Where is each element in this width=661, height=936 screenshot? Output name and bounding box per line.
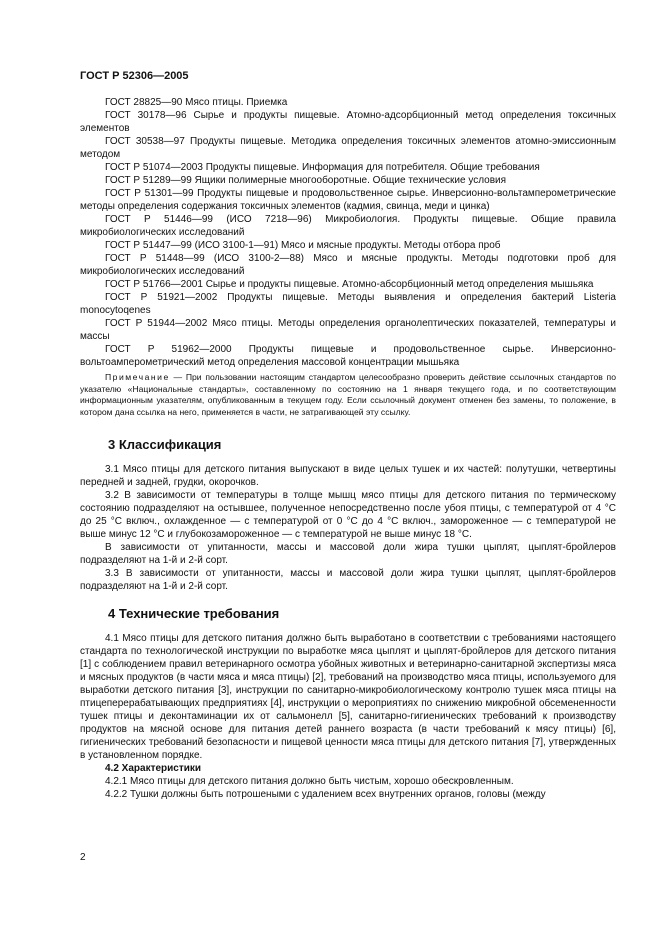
subsection-4-2-heading: 4.2 Характеристики — [105, 763, 202, 774]
reference-item: ГОСТ Р 51448—99 (ИСО 3100-2—88) Мясо и мясные продукты. Методы подготовки проб для микробиологических исследований — [80, 253, 616, 277]
page-content — [80, 96, 616, 801]
page-number: 2 — [80, 852, 86, 863]
document-code-header: ГОСТ Р 52306—2005 — [80, 70, 189, 82]
reference-item: ГОСТ 30538—97 Продукты пищевые. Методика определения токсичных элементов атомно-эмиссионным методом — [80, 136, 616, 160]
reference-item: ГОСТ Р 51921—2002 Продукты пищевые. Методы выявления и определения бактерий Listeria monocytoqenes — [80, 292, 616, 316]
section-3-heading: 3 Классификация — [108, 437, 222, 452]
normative-references-list — [80, 96, 616, 369]
reference-item: ГОСТ Р 51446—99 (ИСО 7218—96) Микробиология. Продукты пищевые. Общие правила микробиологических исследований — [80, 214, 616, 238]
note-text: — При пользовании настоящим стандартом целесообразно проверить действие ссылочных стандартов по указателю «Национальные стандарты», составленному по состоянию на 1 января текущего года, и по соответствующим информационным указателям, опубликованным в текущем году. Если ссылочный документ отменен без замены, то положение, в котором дана ссылка на него, применяется в части, не затрагивающей эту ссылку. — [80, 372, 616, 417]
reference-item: ГОСТ Р 51074—2003 Продукты пищевые. Информация для потребителя. Общие требования — [105, 162, 540, 173]
reference-item: ГОСТ Р 51447—99 (ИСО 3100-1—91) Мясо и мясные продукты. Методы отбора проб — [105, 240, 501, 251]
reference-item: ГОСТ Р 51944—2002 Мясо птицы. Методы определения органолептических показателей, температуры и массы — [80, 318, 616, 342]
paragraph-3-2-grade: В зависимости от упитанности, массы и массовой доли жира тушки цыплят, цыплят-бройлеров подразделяют на 1-й и 2-й сорт. — [80, 542, 616, 566]
paragraph-4-2-2: 4.2.2 Тушки должны быть потрошеными с удалением всех внутренних органов, головы (между — [105, 789, 546, 800]
paragraph-4-1: 4.1 Мясо птицы для детского питания должно быть выработано в соответствии с требованиями настоящего стандарта по технологической инструкции по выработке мяса цыплят и цыплят-бройлеров для детского питания [1] с соблюдением правил ветеринарного осмотра убойных животных и ветеринарно-санитарной экспертизы мяса и мясных продуктов (в части мяса и мяса птицы) [2], требований на производство мяса птицы, используемого для выработки детского питания [3], инструкции по санитарно-микробиологическому контролю тушек мяса птицы на птицеперерабатывающих предприятиях [4], инструкции о мероприятиях по снижению микробной обсемененности тушек птицы и деконтаминации их от сальмонелл [5], санитарно-гигиенических требований к производству продуктов на мясной основе для питания детей раннего возраста (в части требований к мясу птицы) [6], гигиенических требований безопасности и пищевой ценности мяса птицы для детского питания [7], утвержденных в установленном порядке. — [80, 633, 616, 761]
section-4-heading: 4 Технические требования — [108, 606, 280, 621]
note-label: Примечание — [105, 372, 170, 382]
paragraph-4-2-1: 4.2.1 Мясо птицы для детского питания должно быть чистым, хорошо обескровленным. — [105, 776, 514, 787]
reference-item: ГОСТ Р 51301—99 Продукты пищевые и продовольственное сырье. Инверсионно-вольтамперометрические методы определения содержания токсичных элементов (кадмия, свинца, меди и цинка) — [80, 188, 616, 212]
reference-item: ГОСТ 30178—96 Сырье и продукты пищевые. Атомно-адсорбционный метод определения токсичных элементов — [80, 110, 616, 134]
paragraph-3-3: 3.3 В зависимости от упитанности, массы и массовой доли жира тушки цыплят, цыплят-бройлеров подразделяют на 1-й и 2-й сорт. — [80, 568, 616, 592]
reference-note — [80, 372, 616, 418]
paragraph-3-1: 3.1 Мясо птицы для детского питания выпускают в виде целых тушек и их частей: полутушки, четвертины передней и задней, грудки, окорочков. — [80, 464, 616, 488]
reference-item: ГОСТ Р 51766—2001 Сырье и продукты пищевые. Атомно-абсорбционный метод определения мышьяка — [105, 279, 594, 290]
paragraph-3-2: 3.2 В зависимости от температуры в толще мышц мясо птицы для детского питания по термическому состоянию подразделяют на остывшее, полученное непосредственно после убоя птицы, с температурой от 4 °С до 25 °С включ., охлажденное — с температурой от 0 °С до 4 °С включ., замороженное — с температурой не выше минус 12 °С и глубокозамороженное — с температурой не выше минус 18 °С. — [80, 490, 616, 540]
reference-item: ГОСТ Р 51962—2000 Продукты пищевые и продовольственное сырье. Инверсионно-вольтоамперометрический метод определения массовой концентрации мышьяка — [80, 344, 616, 368]
reference-item: ГОСТ Р 51289—99 Ящики полимерные многооборотные. Общие технические условия — [105, 175, 507, 186]
reference-item: ГОСТ 28825—90 Мясо птицы. Приемка — [105, 97, 288, 108]
